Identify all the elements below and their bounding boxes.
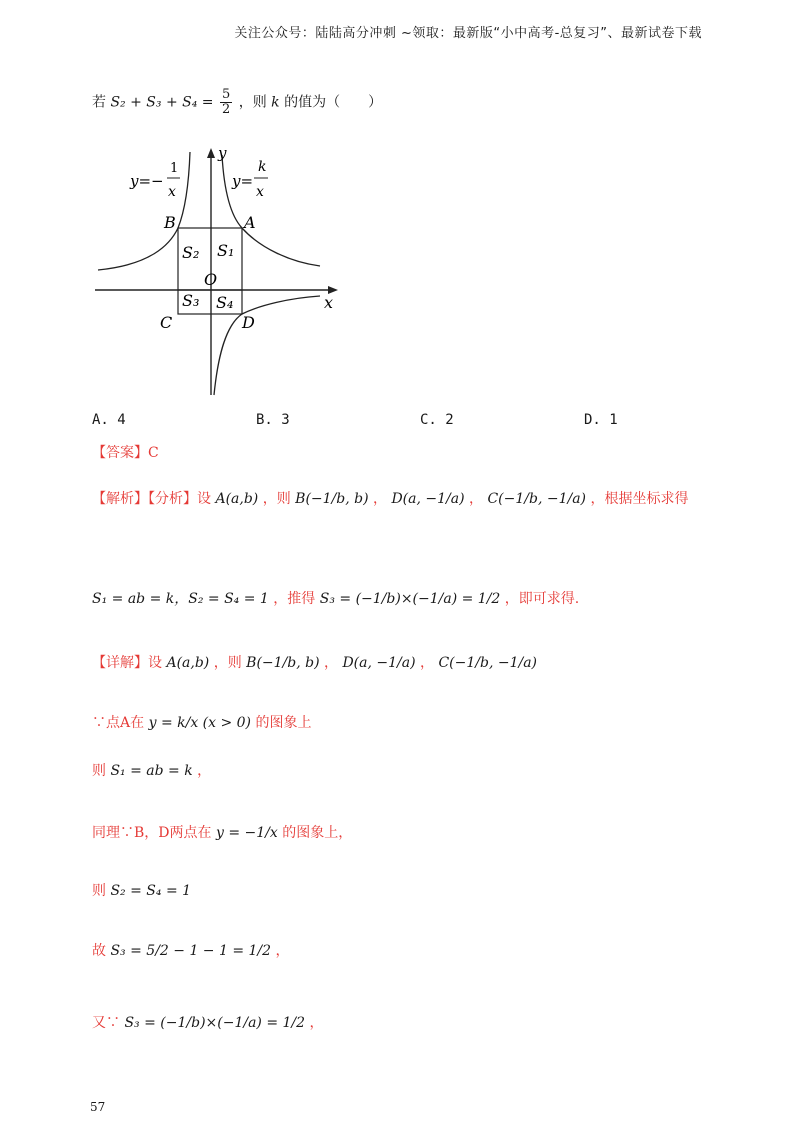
hyperbola-figure: [90, 140, 350, 405]
detail-line-6: [92, 940, 290, 960]
analysis-s-values: S₁ = ab = k，S₂ = S₄ = 1: [92, 591, 269, 607]
analysis-A: A(a,b): [215, 491, 259, 507]
detail-line-4: [92, 822, 352, 842]
region-S2-label: S₂: [182, 243, 200, 262]
detail-l7-a: 又∵: [92, 1015, 120, 1031]
detail-l4-eq: y = −1/x: [215, 825, 278, 841]
detail-l3-eq: S₁ = ab = k: [110, 763, 193, 779]
analysis-s3: S₃ = (−1/b)×(−1/a) = 1/2: [319, 591, 501, 607]
detail-l2-a: ∵点A在: [92, 715, 145, 731]
detail-l6-eq: S₃ = 5/2 − 1 − 1 = 1/2: [110, 943, 272, 959]
region-S4-label: S₄: [216, 293, 234, 312]
detail-D: D(a, −1/a): [342, 655, 416, 671]
detail-l7-eq: S₃ = (−1/b)×(−1/a) = 1/2: [124, 1015, 306, 1031]
detail-t: ，则: [213, 655, 242, 671]
analysis-D: D(a, −1/a): [391, 491, 465, 507]
detail-line-3: [92, 760, 211, 780]
detail-l5-a: 则: [92, 883, 106, 899]
detail-line-1: 【详解】设 A(a,b) ，则 B(−1/b, b) ， D(a, −1/a) ， C(−1/b, −1/a): [92, 655, 538, 671]
frac-den: 2: [221, 102, 231, 117]
option-a: A. 4: [92, 412, 126, 428]
point-B-label: B: [164, 213, 176, 232]
option-c: C. 2: [420, 412, 454, 428]
analysis-line-2: [92, 588, 579, 608]
answer-line: 【答案】C: [92, 445, 159, 461]
detail-l3-a: 则: [92, 763, 106, 779]
question-fraction: [220, 88, 232, 117]
page-number: 57: [90, 1100, 106, 1114]
page-header: 关注公众号：陆陆高分冲刺 ~领取：最新版“小中高考-总复习”、最新试卷下载: [234, 26, 702, 41]
question-k: k: [271, 94, 280, 111]
point-D-label: D: [242, 313, 255, 332]
detail-l2-eq: y = k/x (x > 0): [148, 715, 252, 731]
detail-line-2: [92, 712, 311, 732]
label-right-num: k: [258, 159, 267, 175]
point-C-label: C: [160, 313, 173, 332]
question-line: [92, 88, 382, 117]
detail-l3-b: ，: [197, 763, 212, 779]
axis-x-label: x: [324, 293, 334, 312]
question-expr: S₂ + S₃ + S₄ =: [110, 94, 218, 111]
question-prefix: 若: [92, 94, 106, 111]
option-d: D. 1: [584, 412, 618, 428]
analysis-C: C(−1/b, −1/a): [487, 491, 587, 507]
detail-C: C(−1/b, −1/a): [438, 655, 538, 671]
detail-l6-a: 故: [92, 943, 106, 959]
analysis-end: ，即可求得.: [504, 591, 580, 607]
analysis-tag: 【解析】【分析】设: [92, 491, 211, 507]
axis-y-label: y: [218, 144, 227, 162]
question-suffix-1: ，则: [238, 94, 267, 111]
region-S3-label: S₃: [182, 291, 200, 310]
label-right-den: x: [256, 184, 264, 200]
detail-l2-b: 的图象上: [255, 715, 312, 731]
detail-l7-b: ，: [309, 1015, 324, 1031]
detail-line-7: [92, 1012, 324, 1032]
label-left-eq: y=−: [130, 172, 164, 190]
label-right-eq: y=: [232, 172, 254, 190]
label-left-den: x: [168, 184, 176, 200]
region-S1-label: S₁: [217, 241, 235, 260]
detail-l5-eq: S₂ = S₄ = 1: [110, 883, 192, 899]
option-b: B. 3: [256, 412, 290, 428]
analysis-B: B(−1/b, b): [295, 491, 369, 507]
analysis-derive: ，推得: [273, 591, 316, 607]
origin-label: O: [204, 270, 218, 289]
detail-l6-b: ，: [275, 943, 290, 959]
label-left-num: 1: [170, 161, 179, 176]
point-A-label: A: [244, 213, 256, 232]
detail-A: A(a,b): [166, 655, 210, 671]
analysis-t2: ，根据坐标求得: [590, 491, 689, 507]
frac-num: 5: [221, 87, 231, 102]
detail-tag: 【详解】设: [92, 655, 162, 671]
detail-l4-b: 的图象上，: [282, 825, 353, 841]
analysis-line-1: 【解析】【分析】设 A(a,b) ，则 B(−1/b, b) ， D(a, −1/a) ， C(−1/b, −1/a) ，根据坐标求得: [92, 491, 689, 507]
detail-B: B(−1/b, b): [246, 655, 320, 671]
y-axis-arrow-icon: [207, 148, 215, 158]
analysis-t1: ，则: [262, 491, 291, 507]
detail-l4-a: 同理∵B，D两点在: [92, 825, 212, 841]
detail-line-5: [92, 880, 191, 900]
question-suffix-2: 的值为（ ）: [284, 94, 383, 111]
